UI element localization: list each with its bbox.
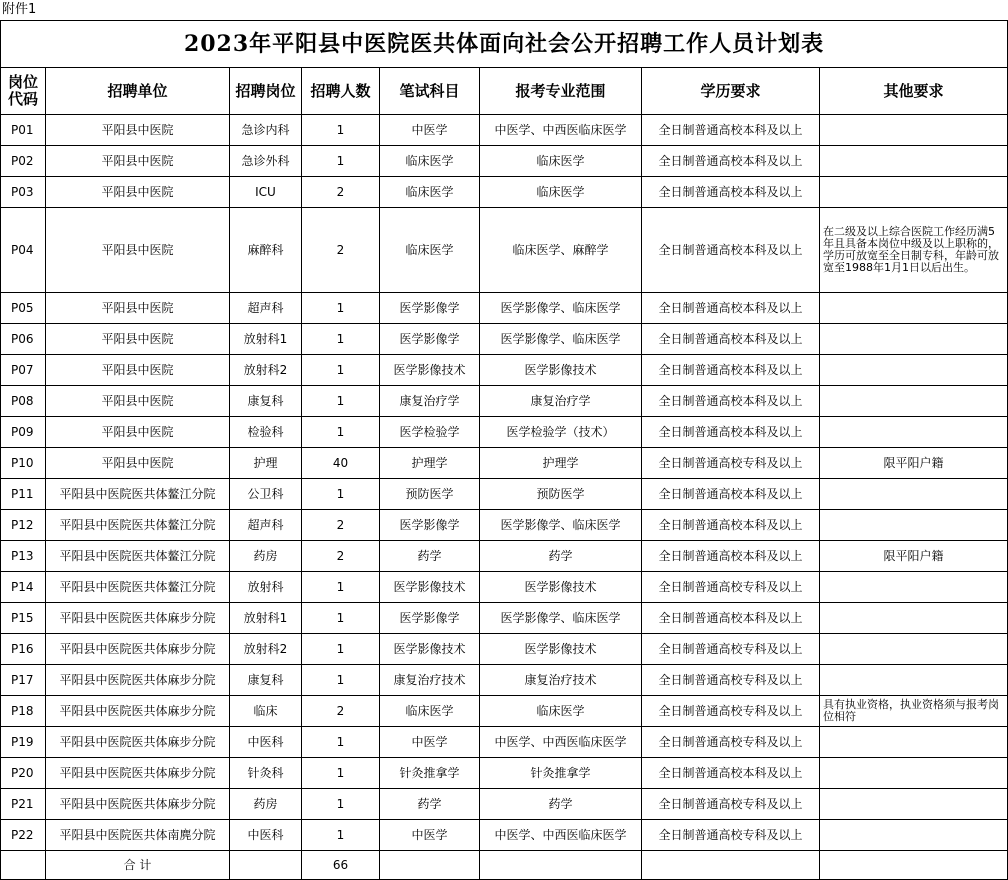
cell-education: 全日制普通高校本科及以上 xyxy=(642,177,820,208)
cell-count: 1 xyxy=(302,758,380,789)
cell-education: 全日制普通高校本科及以上 xyxy=(642,208,820,293)
total-other-blank xyxy=(820,851,1008,880)
cell-count: 1 xyxy=(302,820,380,851)
total-label: 合 计 xyxy=(46,851,230,880)
cell-position: 护理 xyxy=(230,448,302,479)
cell-education: 全日制普通高校本科及以上 xyxy=(642,355,820,386)
cell-position: 放射科1 xyxy=(230,603,302,634)
cell-position: ICU xyxy=(230,177,302,208)
table-row xyxy=(1,324,1008,355)
cell-exam: 药学 xyxy=(380,789,480,820)
cell-education: 全日制普通高校本科及以上 xyxy=(642,758,820,789)
cell-code: P11 xyxy=(1,479,46,510)
cell-other xyxy=(820,146,1008,177)
cell-other xyxy=(820,634,1008,665)
cell-count: 1 xyxy=(302,479,380,510)
cell-other xyxy=(820,727,1008,758)
table-row xyxy=(1,293,1008,324)
cell-unit: 平阳县中医院 xyxy=(46,417,230,448)
cell-count: 1 xyxy=(302,789,380,820)
cell-exam: 康复治疗学 xyxy=(380,386,480,417)
cell-education: 全日制普通高校专科及以上 xyxy=(642,634,820,665)
cell-unit: 平阳县中医院医共体麻步分院 xyxy=(46,758,230,789)
cell-exam: 中医学 xyxy=(380,115,480,146)
header-exam: 笔试科目 xyxy=(380,68,480,115)
cell-position: 放射科1 xyxy=(230,324,302,355)
cell-exam: 临床医学 xyxy=(380,146,480,177)
cell-count: 2 xyxy=(302,208,380,293)
cell-exam: 医学影像技术 xyxy=(380,634,480,665)
cell-unit: 平阳县中医院 xyxy=(46,324,230,355)
cell-education: 全日制普通高校本科及以上 xyxy=(642,386,820,417)
cell-code: P16 xyxy=(1,634,46,665)
cell-position: 检验科 xyxy=(230,417,302,448)
cell-other xyxy=(820,479,1008,510)
cell-position: 麻醉科 xyxy=(230,208,302,293)
cell-major: 预防医学 xyxy=(480,479,642,510)
cell-unit: 平阳县中医院 xyxy=(46,293,230,324)
cell-major: 康复治疗学 xyxy=(480,386,642,417)
cell-count: 2 xyxy=(302,510,380,541)
cell-count: 1 xyxy=(302,634,380,665)
total-major-blank xyxy=(480,851,642,880)
cell-position: 放射科 xyxy=(230,572,302,603)
cell-major: 医学影像学、临床医学 xyxy=(480,324,642,355)
cell-major: 临床医学 xyxy=(480,146,642,177)
cell-other: 具有执业资格，执业资格须与报考岗位相符 xyxy=(820,696,1008,727)
cell-position: 中医科 xyxy=(230,820,302,851)
cell-other xyxy=(820,603,1008,634)
cell-education: 全日制普通高校专科及以上 xyxy=(642,696,820,727)
cell-education: 全日制普通高校本科及以上 xyxy=(642,115,820,146)
cell-code: P15 xyxy=(1,603,46,634)
cell-count: 2 xyxy=(302,177,380,208)
cell-exam: 医学影像技术 xyxy=(380,355,480,386)
cell-unit: 平阳县中医院医共体麻步分院 xyxy=(46,789,230,820)
cell-other xyxy=(820,758,1008,789)
table-row xyxy=(1,208,1008,293)
cell-other: 在二级及以上综合医院工作经历满5年且具备本岗位中级及以上职称的，学历可放宽至全日制专科，年龄可放宽至1988年1月1日以后出生。 xyxy=(820,208,1008,293)
table-row xyxy=(1,146,1008,177)
cell-major: 医学影像学、临床医学 xyxy=(480,510,642,541)
cell-other xyxy=(820,115,1008,146)
table-row xyxy=(1,541,1008,572)
cell-code: P12 xyxy=(1,510,46,541)
cell-major: 临床医学 xyxy=(480,696,642,727)
cell-position: 康复科 xyxy=(230,386,302,417)
cell-major: 针灸推拿学 xyxy=(480,758,642,789)
cell-code: P14 xyxy=(1,572,46,603)
cell-code: P21 xyxy=(1,789,46,820)
header-count: 招聘人数 xyxy=(302,68,380,115)
cell-code: P08 xyxy=(1,386,46,417)
cell-exam: 针灸推拿学 xyxy=(380,758,480,789)
total-count: 66 xyxy=(302,851,380,880)
cell-count: 1 xyxy=(302,727,380,758)
table-row xyxy=(1,603,1008,634)
cell-exam: 临床医学 xyxy=(380,177,480,208)
cell-count: 1 xyxy=(302,355,380,386)
cell-other xyxy=(820,324,1008,355)
cell-exam: 医学影像学 xyxy=(380,603,480,634)
cell-code: P05 xyxy=(1,293,46,324)
table-row xyxy=(1,448,1008,479)
cell-code: P13 xyxy=(1,541,46,572)
cell-unit: 平阳县中医院医共体麻步分院 xyxy=(46,634,230,665)
cell-code: P01 xyxy=(1,115,46,146)
cell-unit: 平阳县中医院医共体麻步分院 xyxy=(46,696,230,727)
cell-education: 全日制普通高校专科及以上 xyxy=(642,448,820,479)
header-position: 招聘岗位 xyxy=(230,68,302,115)
cell-other: 限平阳户籍 xyxy=(820,448,1008,479)
cell-major: 医学影像技术 xyxy=(480,634,642,665)
cell-count: 2 xyxy=(302,696,380,727)
table-row xyxy=(1,634,1008,665)
cell-unit: 平阳县中医院医共体鳌江分院 xyxy=(46,510,230,541)
cell-count: 1 xyxy=(302,293,380,324)
cell-other: 限平阳户籍 xyxy=(820,541,1008,572)
table-row xyxy=(1,386,1008,417)
cell-education: 全日制普通高校专科及以上 xyxy=(642,789,820,820)
cell-exam: 预防医学 xyxy=(380,479,480,510)
cell-exam: 中医学 xyxy=(380,727,480,758)
cell-major: 中医学、中西医临床医学 xyxy=(480,115,642,146)
cell-position: 药房 xyxy=(230,541,302,572)
cell-other xyxy=(820,417,1008,448)
cell-position: 放射科2 xyxy=(230,355,302,386)
cell-major: 药学 xyxy=(480,789,642,820)
annex-label: 附件1 xyxy=(2,2,37,17)
total-row xyxy=(1,851,1008,880)
cell-unit: 平阳县中医院 xyxy=(46,177,230,208)
table-row xyxy=(1,177,1008,208)
cell-unit: 平阳县中医院医共体麻步分院 xyxy=(46,603,230,634)
table-row xyxy=(1,479,1008,510)
cell-exam: 临床医学 xyxy=(380,696,480,727)
cell-other xyxy=(820,510,1008,541)
cell-code: P07 xyxy=(1,355,46,386)
cell-unit: 平阳县中医院医共体麻步分院 xyxy=(46,665,230,696)
cell-exam: 医学影像学 xyxy=(380,293,480,324)
cell-position: 康复科 xyxy=(230,665,302,696)
cell-exam: 药学 xyxy=(380,541,480,572)
cell-count: 1 xyxy=(302,386,380,417)
table-row xyxy=(1,820,1008,851)
cell-major: 护理学 xyxy=(480,448,642,479)
cell-other xyxy=(820,177,1008,208)
cell-count: 1 xyxy=(302,115,380,146)
cell-code: P17 xyxy=(1,665,46,696)
cell-unit: 平阳县中医院 xyxy=(46,208,230,293)
cell-education: 全日制普通高校专科及以上 xyxy=(642,820,820,851)
cell-other xyxy=(820,572,1008,603)
cell-code: P02 xyxy=(1,146,46,177)
cell-position: 超声科 xyxy=(230,293,302,324)
cell-count: 1 xyxy=(302,417,380,448)
cell-unit: 平阳县中医院 xyxy=(46,355,230,386)
cell-position: 超声科 xyxy=(230,510,302,541)
cell-position: 针灸科 xyxy=(230,758,302,789)
cell-unit: 平阳县中医院医共体麻步分院 xyxy=(46,727,230,758)
table-row xyxy=(1,355,1008,386)
cell-count: 40 xyxy=(302,448,380,479)
table-row xyxy=(1,665,1008,696)
cell-major: 医学影像学、临床医学 xyxy=(480,603,642,634)
cell-position: 中医科 xyxy=(230,727,302,758)
cell-unit: 平阳县中医院 xyxy=(46,448,230,479)
cell-major: 康复治疗技术 xyxy=(480,665,642,696)
cell-unit: 平阳县中医院医共体鳌江分院 xyxy=(46,572,230,603)
cell-education: 全日制普通高校本科及以上 xyxy=(642,510,820,541)
cell-exam: 医学影像学 xyxy=(380,510,480,541)
table-row xyxy=(1,510,1008,541)
header-major: 报考专业范围 xyxy=(480,68,642,115)
cell-position: 急诊外科 xyxy=(230,146,302,177)
total-code-blank xyxy=(1,851,46,880)
header-unit: 招聘单位 xyxy=(46,68,230,115)
table-row xyxy=(1,696,1008,727)
cell-major: 临床医学 xyxy=(480,177,642,208)
cell-exam: 护理学 xyxy=(380,448,480,479)
table-title: 2023年平阳县中医院医共体面向社会公开招聘工作人员计划表 xyxy=(1,21,1008,68)
cell-code: P09 xyxy=(1,417,46,448)
cell-position: 药房 xyxy=(230,789,302,820)
cell-other xyxy=(820,665,1008,696)
total-education-blank xyxy=(642,851,820,880)
table-row xyxy=(1,789,1008,820)
cell-education: 全日制普通高校专科及以上 xyxy=(642,727,820,758)
cell-unit: 平阳县中医院医共体南麂分院 xyxy=(46,820,230,851)
cell-education: 全日制普通高校本科及以上 xyxy=(642,541,820,572)
cell-count: 2 xyxy=(302,541,380,572)
cell-count: 1 xyxy=(302,324,380,355)
total-exam-blank xyxy=(380,851,480,880)
table-row xyxy=(1,417,1008,448)
cell-unit: 平阳县中医院 xyxy=(46,115,230,146)
cell-other xyxy=(820,293,1008,324)
cell-education: 全日制普通高校本科及以上 xyxy=(642,603,820,634)
cell-major: 医学影像学、临床医学 xyxy=(480,293,642,324)
cell-other xyxy=(820,355,1008,386)
cell-major: 医学影像技术 xyxy=(480,355,642,386)
cell-exam: 医学影像学 xyxy=(380,324,480,355)
cell-code: P19 xyxy=(1,727,46,758)
cell-education: 全日制普通高校专科及以上 xyxy=(642,572,820,603)
header-code: 岗位代码 xyxy=(1,68,46,115)
table-row xyxy=(1,758,1008,789)
cell-position: 临床 xyxy=(230,696,302,727)
cell-code: P10 xyxy=(1,448,46,479)
cell-count: 1 xyxy=(302,572,380,603)
cell-count: 1 xyxy=(302,146,380,177)
cell-code: P20 xyxy=(1,758,46,789)
cell-code: P22 xyxy=(1,820,46,851)
cell-exam: 中医学 xyxy=(380,820,480,851)
cell-exam: 医学影像技术 xyxy=(380,572,480,603)
header-row xyxy=(1,68,1008,115)
cell-major: 医学检验学（技术） xyxy=(480,417,642,448)
cell-education: 全日制普通高校专科及以上 xyxy=(642,665,820,696)
cell-education: 全日制普通高校本科及以上 xyxy=(642,293,820,324)
cell-education: 全日制普通高校本科及以上 xyxy=(642,417,820,448)
table-row xyxy=(1,115,1008,146)
table-row xyxy=(1,572,1008,603)
cell-major: 药学 xyxy=(480,541,642,572)
cell-unit: 平阳县中医院医共体鳌江分院 xyxy=(46,479,230,510)
cell-count: 1 xyxy=(302,603,380,634)
cell-major: 临床医学、麻醉学 xyxy=(480,208,642,293)
cell-unit: 平阳县中医院 xyxy=(46,386,230,417)
header-other: 其他要求 xyxy=(820,68,1008,115)
cell-position: 放射科2 xyxy=(230,634,302,665)
cell-unit: 平阳县中医院医共体鳌江分院 xyxy=(46,541,230,572)
cell-education: 全日制普通高校本科及以上 xyxy=(642,479,820,510)
cell-other xyxy=(820,820,1008,851)
cell-other xyxy=(820,789,1008,820)
cell-code: P06 xyxy=(1,324,46,355)
cell-code: P03 xyxy=(1,177,46,208)
cell-unit: 平阳县中医院 xyxy=(46,146,230,177)
cell-other xyxy=(820,386,1008,417)
cell-exam: 临床医学 xyxy=(380,208,480,293)
cell-major: 中医学、中西医临床医学 xyxy=(480,820,642,851)
cell-exam: 康复治疗技术 xyxy=(380,665,480,696)
cell-exam: 医学检验学 xyxy=(380,417,480,448)
cell-education: 全日制普通高校本科及以上 xyxy=(642,146,820,177)
recruitment-plan-table xyxy=(0,20,1008,880)
cell-major: 医学影像技术 xyxy=(480,572,642,603)
header-education: 学历要求 xyxy=(642,68,820,115)
cell-major: 中医学、中西医临床医学 xyxy=(480,727,642,758)
cell-position: 公卫科 xyxy=(230,479,302,510)
cell-count: 1 xyxy=(302,665,380,696)
cell-code: P18 xyxy=(1,696,46,727)
table-row xyxy=(1,727,1008,758)
cell-position: 急诊内科 xyxy=(230,115,302,146)
total-position-blank xyxy=(230,851,302,880)
cell-code: P04 xyxy=(1,208,46,293)
cell-education: 全日制普通高校本科及以上 xyxy=(642,324,820,355)
